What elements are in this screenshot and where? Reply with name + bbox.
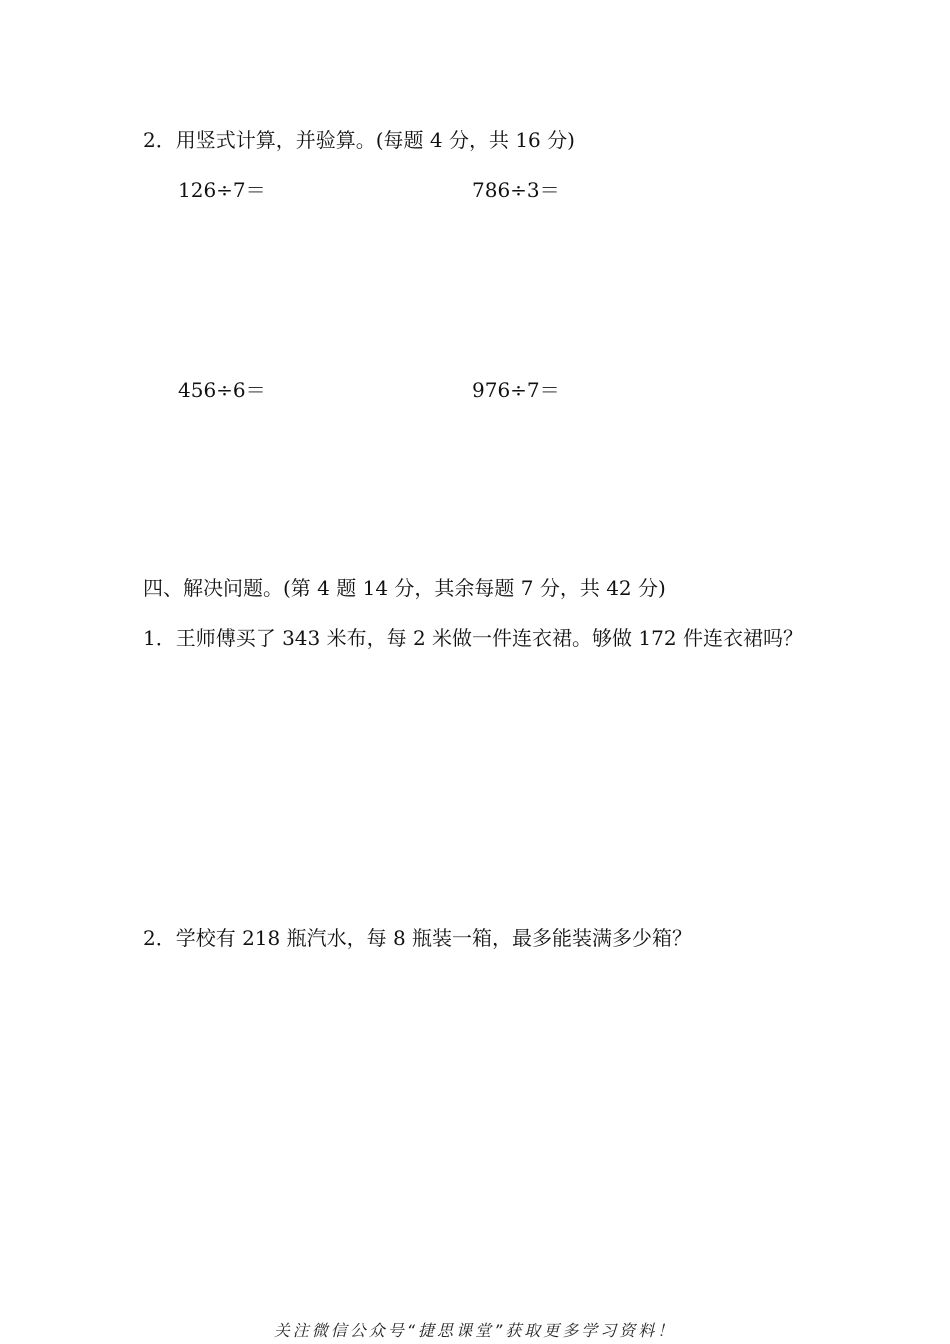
section-4-header: 四、解决问题。(第 4 题 14 分，其余每题 7 分，共 42 分) (143, 576, 666, 600)
equation-976-div-7: 976÷7＝ (472, 378, 560, 402)
equation-126-div-7: 126÷7＝ (178, 178, 266, 202)
question-2-header: 2．用竖式计算，并验算。(每题 4 分，共 16 分) (143, 128, 575, 152)
word-problem-1: 1．王师傅买了 343 米布，每 2 米做一件连衣裙。够做 172 件连衣裙吗？ (143, 626, 803, 650)
equation-456-div-6: 456÷6＝ (178, 378, 266, 402)
footer-watermark: 关注微信公众号“捷思课堂”获取更多学习资料！ (273, 1321, 677, 1340)
equation-786-div-3: 786÷3＝ (472, 178, 560, 202)
word-problem-2: 2．学校有 218 瓶汽水，每 8 瓶装一箱，最多能装满多少箱？ (143, 926, 693, 950)
